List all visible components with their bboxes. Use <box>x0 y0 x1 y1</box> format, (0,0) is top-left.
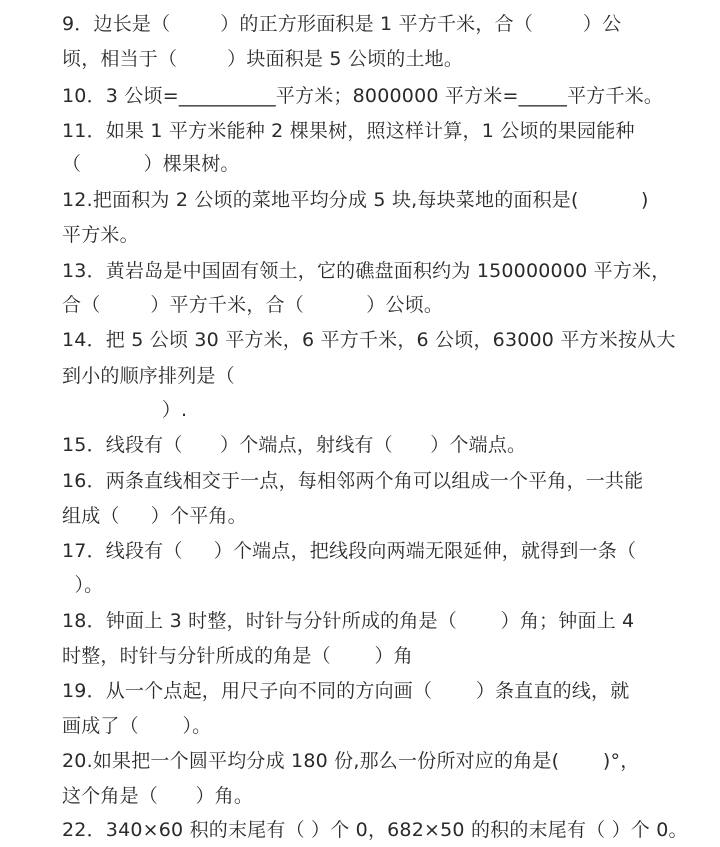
line-q18-a: 18．钟面上 3 时整，时针与分针所成的角是（ ）角；钟面上 4 <box>62 610 635 632</box>
line-q13-b: 合（ ）平方千米，合（ ）公顷。 <box>62 294 444 316</box>
line-q16-a: 16．两条直线相交于一点，每相邻两个角可以组成一个平角，一共能 <box>62 470 644 492</box>
line-q9-b: 顷，相当于（ ）块面积是 5 公顷的土地。 <box>62 48 464 70</box>
line-q15: 15．线段有（ ）个端点，射线有（ ）个端点。 <box>62 434 527 456</box>
line-q20-a: 20.如果把一个圆平均分成 180 份,那么一份所对应的角是( )°， <box>62 750 640 772</box>
line-q14-c: ）. <box>62 399 188 421</box>
line-q10: 10．3 公顷=__________平方米；8000000 平方米=_____平方千米。 <box>62 85 664 107</box>
line-q18-b: 时整，时针与分针所成的角是（ ）角 <box>62 645 413 667</box>
line-q20-b: 这个角是（ ）角。 <box>62 785 254 807</box>
line-q11-b: （ ）棵果树。 <box>62 153 240 175</box>
line-q9-a: 9．边长是（ ）的正方形面积是 1 平方千米，合（ ）公 <box>62 13 622 35</box>
line-q19-a: 19．从一个点起，用尺子向不同的方向画（ ）条直直的线，就 <box>62 680 630 702</box>
line-q17-a: 17．线段有（ ）个端点，把线段向两端无限延伸，就得到一条（ <box>62 540 637 562</box>
line-q16-b: 组成（ ）个平角。 <box>62 505 247 527</box>
line-q17-b: ）。 <box>62 574 104 596</box>
line-q12-b: 平方米。 <box>62 224 139 246</box>
line-q14-b: 到小的顺序排列是（ <box>62 365 235 387</box>
line-q14-a: 14．把 5 公顷 30 平方米，6 平方千米，6 公顷，63000 平方米按从大 <box>62 329 676 351</box>
line-q19-b: 画成了（ ）。 <box>62 715 212 737</box>
line-q22: 22．340×60 积的末尾有（ ）个 0，682×50 的积的末尾有（ ）个 0。 <box>62 819 688 841</box>
line-q11-a: 11．如果 1 平方米能种 2 棵果树，照这样计算，1 公顷的果园能种 <box>62 120 635 142</box>
line-q12-a: 12.把面积为 2 公顷的菜地平均分成 5 块,每块菜地的面积是( ) <box>62 189 649 211</box>
line-q13-a: 13．黄岩岛是中国固有领土，它的礁盘面积约为 150000000 平方米， <box>62 260 671 282</box>
